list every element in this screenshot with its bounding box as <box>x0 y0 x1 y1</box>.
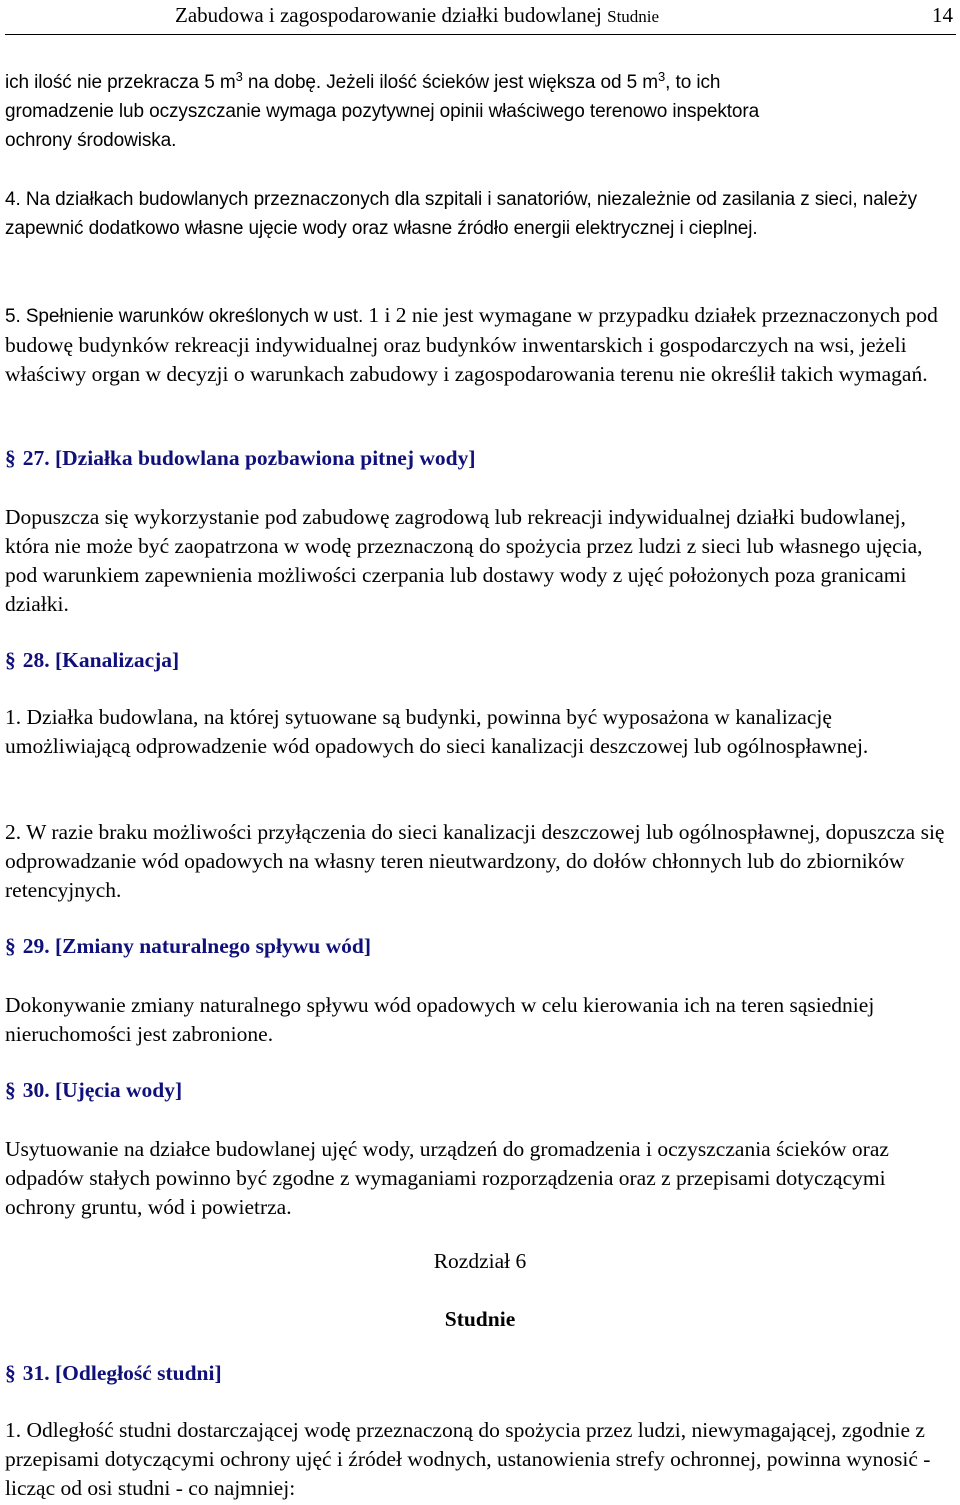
section-28-paragraph-1: 1. Działka budowlana, na której sytuowane są budynki, powinna być wyposażona w kanalizację umożliwiającą odprowadzenie wód opadowych do sieci kanalizacji deszczowej lub ogólnospławnej. <box>5 705 869 758</box>
superscript: 3 <box>658 69 666 84</box>
section-31-title: 31. [Odległość studni] <box>22 1361 222 1385</box>
section-28-title: 28. [Kanalizacja] <box>22 648 180 672</box>
section-28-heading <box>5 648 179 673</box>
paragraph-4: 4. Na działkach budowlanych przeznaczonych dla szpitali i sanatoriów, niezależnie od zasilania z sieci, należy zapewnić dodatkowo własne ujęcie wody oraz własne źródło energii elektrycznej i cieplnej. <box>5 189 918 239</box>
section-symbol: § <box>5 934 16 958</box>
section-30-text: Usytuowanie na działce budowlanej ujęć wody, urządzeń do gromadzenia i oczyszczania ścieków oraz odpadów stałych powinno być zgodne z wymaganiami rozporządzenia oraz z przepisami dotyczącymi ochrony gruntu, wód i powietrza. <box>5 1137 889 1219</box>
text-segment: , to ich <box>665 72 721 93</box>
paragraph-5 <box>5 301 955 389</box>
page-header <box>5 0 956 35</box>
section-symbol: § <box>5 1361 16 1385</box>
superscript: 3 <box>235 69 243 84</box>
section-27-heading <box>5 446 476 471</box>
text-segment: na dobę. Jeżeli ilość ścieków jest większa od 5 m <box>242 72 659 93</box>
chapter-title: Studnie <box>444 1307 516 1331</box>
paragraph-line: ochrony środowiska. <box>5 130 177 151</box>
page-number: 14 <box>932 3 953 27</box>
section-27-title: 27. [Działka budowlana pozbawiona pitnej wody] <box>22 446 476 470</box>
header-title-text: Zabudowa i zagospodarowanie działki budowlanej <box>175 3 602 27</box>
section-29-title: 29. [Zmiany naturalnego spływu wód] <box>22 934 371 958</box>
chapter-label: Rozdział 6 <box>433 1249 527 1273</box>
section-27-text: Dopuszcza się wykorzystanie pod zabudowę zagrodową lub rekreacji indywidualnej działki budowlanej, która nie może być zaopatrzona w wodę przeznaczoną do spożycia przez ludzi z sieci lub własnego ujęcia, pod warunkiem zapewnienia możliwości czerpania lub dostawy wody z ujęć położonych poza granicami działki. <box>5 505 923 616</box>
paragraph-continuation <box>5 68 955 155</box>
text-segment: ich ilość nie przekracza 5 m <box>5 72 236 93</box>
paragraph-line: gromadzenie lub oczyszczanie wymaga pozytywnej opinii właściwego terenowo inspektora <box>5 101 760 122</box>
section-30-heading <box>5 1078 182 1103</box>
header-subtitle: Studnie <box>607 7 660 26</box>
section-symbol: § <box>5 648 16 672</box>
paragraph-5-serif: 1 i 2 nie jest wymagane w przypadku działek przeznaczonych pod budowę budynków rekreacji indywidualnej oraz budynków inwentarskich i gospodarczych na wsi, jeżeli właściwy organ w decyzji o warunkach zabudowy i zagospodarowania terenu nie określił takich wymagań. <box>5 303 938 386</box>
paragraph-5-sans: 5. Spełnienie warunków określonych w ust. <box>5 306 369 327</box>
paragraph-line <box>5 68 955 97</box>
section-29-heading <box>5 934 371 959</box>
section-29-text: Dokonywanie zmiany naturalnego spływu wód opadowych w celu kierowania ich na teren sąsiedniej nieruchomości jest zabronione. <box>5 993 875 1046</box>
section-31-heading <box>5 1361 222 1386</box>
section-symbol: § <box>5 446 16 470</box>
section-30-title: 30. [Ujęcia wody] <box>22 1078 183 1102</box>
section-31-paragraph-1: 1. Odległość studni dostarczającej wodę przeznaczoną do spożycia przez ludzi, niewymagającej, zgodnie z przepisami dotyczącymi ochrony ujęć i źródeł wodnych, ustanowienia strefy ochronnej, powinna wynosić - licząc od osi studni - co najmniej: <box>5 1418 931 1500</box>
section-symbol: § <box>5 1078 16 1102</box>
section-28-paragraph-2: 2. W razie braku możliwości przyłączenia do sieci kanalizacji deszczowej lub ogólnospławnej, dopuszcza się odprowadzanie wód opadowych na własny teren nieutwardzony, do dołów chłonnych lub do zbiorników retencyjnych. <box>5 820 945 902</box>
header-title <box>175 3 659 28</box>
